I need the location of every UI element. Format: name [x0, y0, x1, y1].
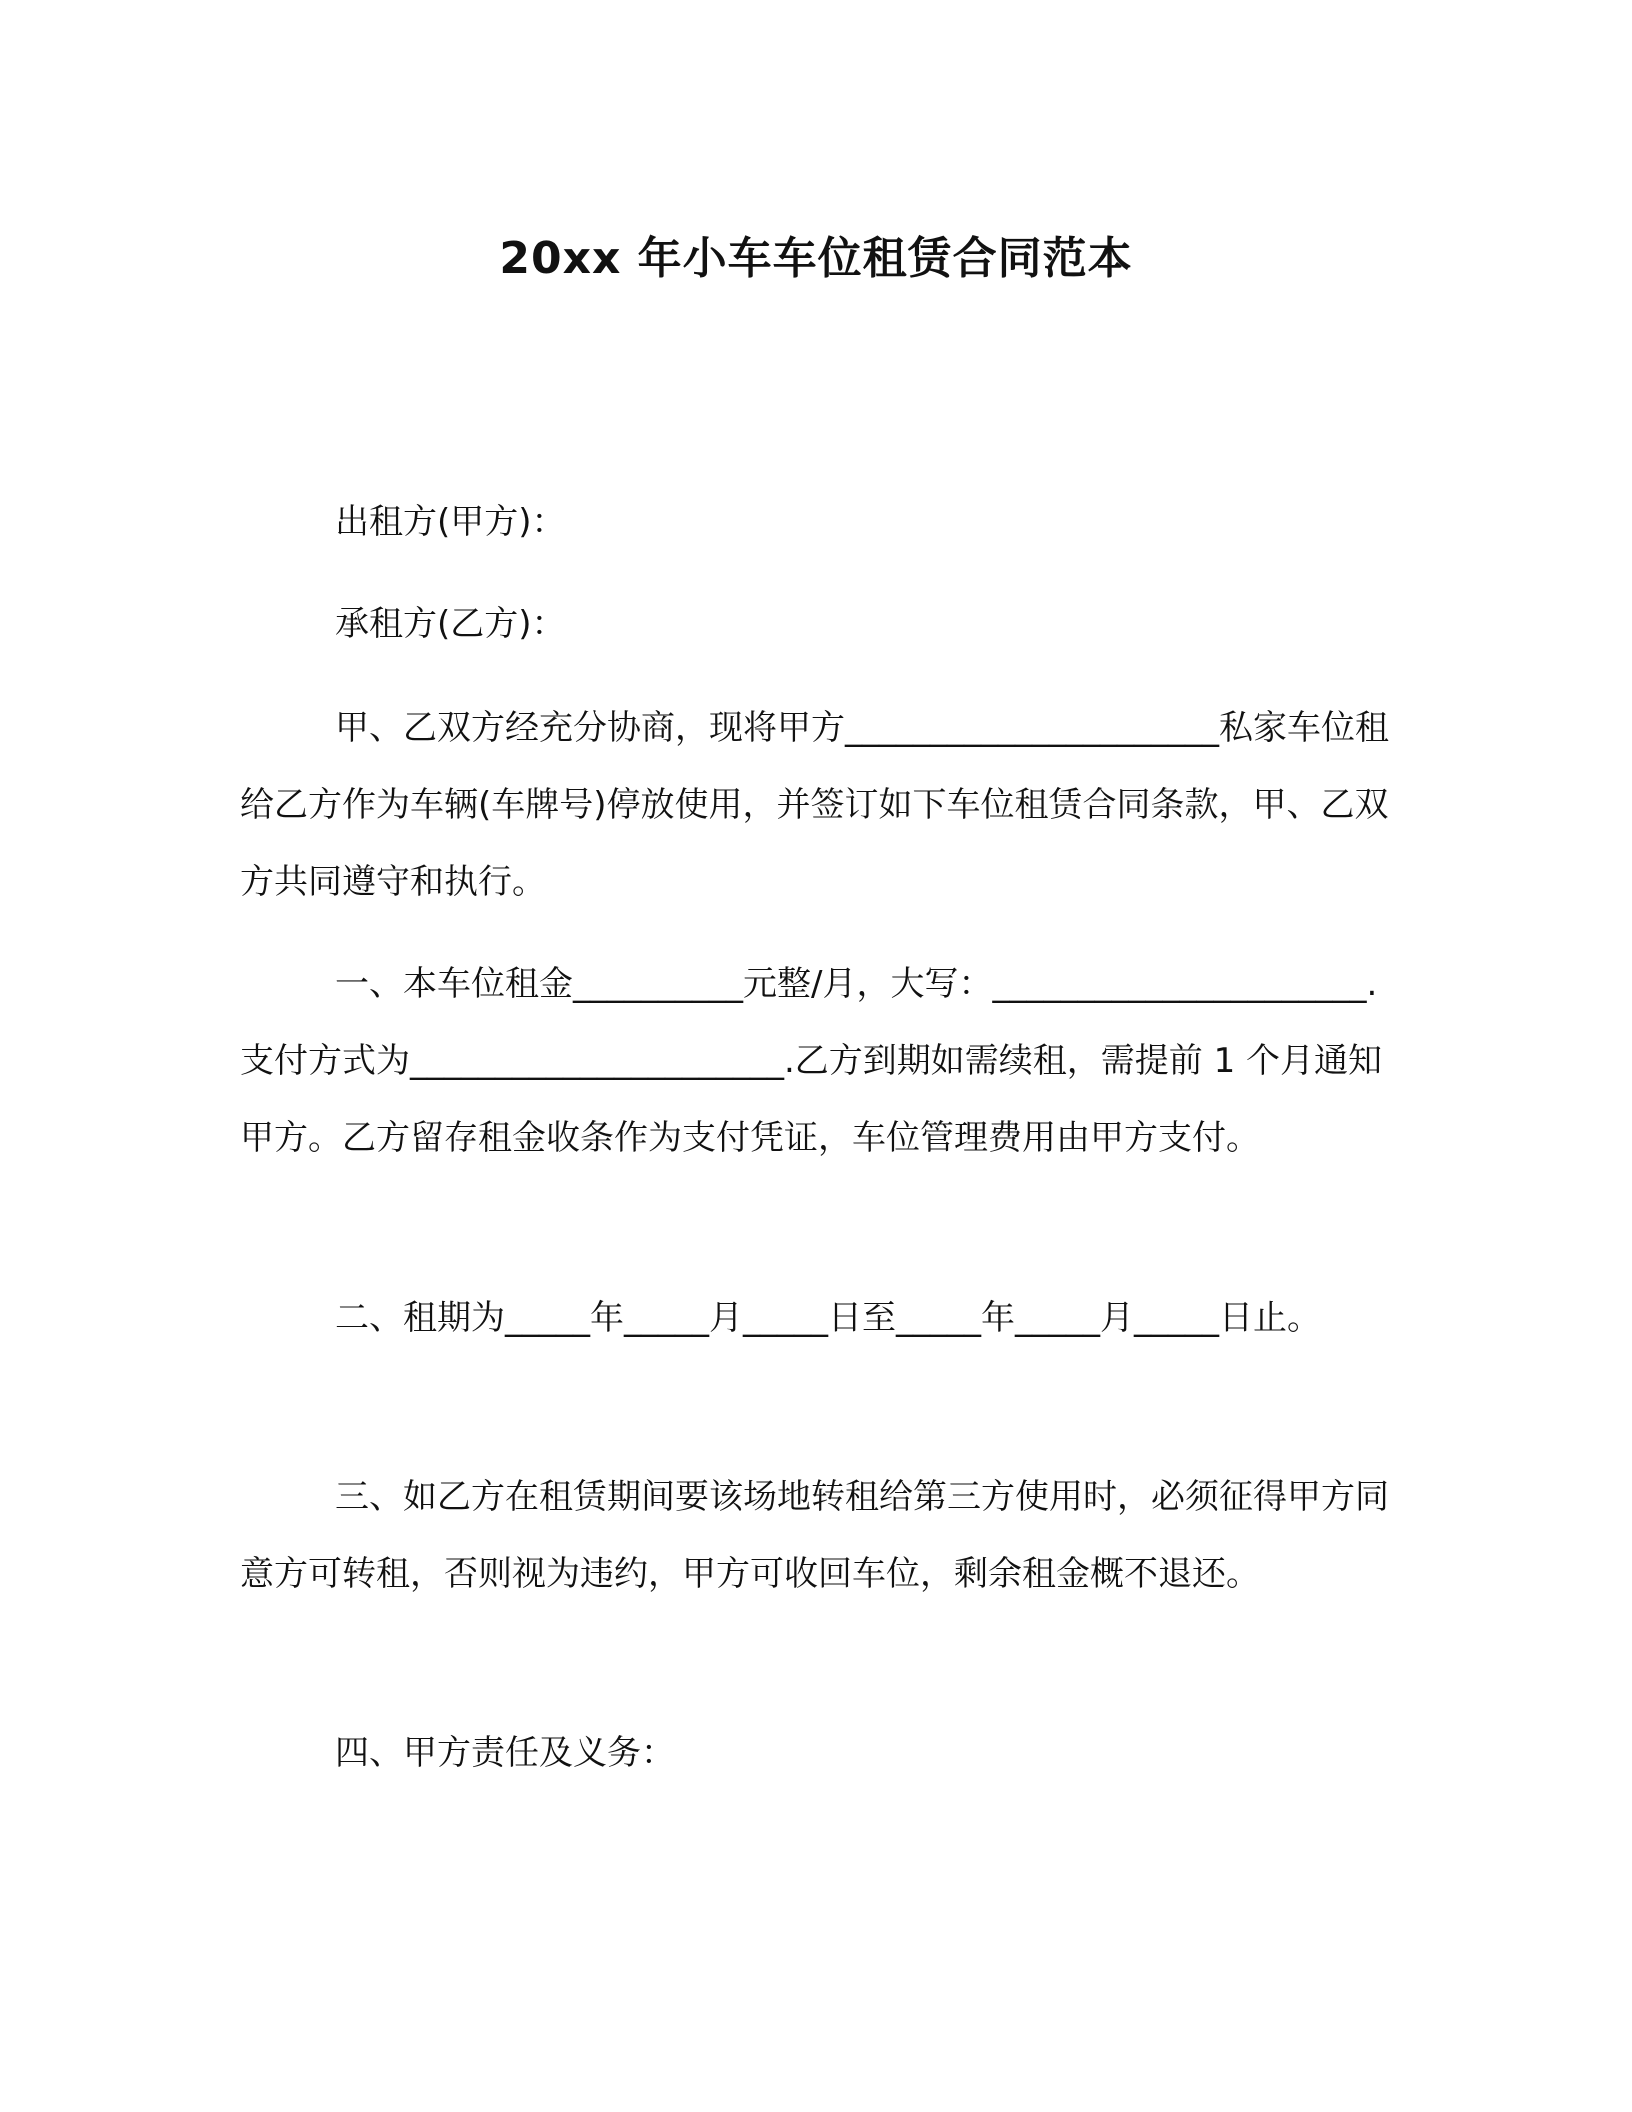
clause-rent: 一、本车位租金__________元整/月，大写：______________________.支付方式为______________________.乙方到期如需续租，需提前 1 个月通知甲方。乙方留存租金收条作为支付凭证，车位管理费用由甲方支付。 — [240, 964, 1383, 1158]
lessor-line: 出租方(甲方)： — [335, 502, 566, 542]
document-title: 20xx 年小车车位租赁合同范本 — [499, 233, 1133, 284]
clause-sublease: 三、如乙方在租赁期间要该场地转租给第三方使用时，必须征得甲方同意方可转租，否则视为违约，甲方可收回车位，剩余租金概不退还。 — [240, 1477, 1389, 1594]
intro-paragraph: 甲、乙双方经充分协商，现将甲方______________________私家车位租给乙方作为车辆(车牌号)停放使用，并签订如下车位租赁合同条款，甲、乙双方共同遵守和执行。 — [240, 708, 1389, 902]
lessee-line: 承租方(乙方)： — [335, 604, 566, 644]
clause-term: 二、租期为_____年_____月_____日至_____年_____月_____日止。 — [335, 1298, 1321, 1338]
clause-lessor-duties: 四、甲方责任及义务： — [335, 1733, 675, 1773]
